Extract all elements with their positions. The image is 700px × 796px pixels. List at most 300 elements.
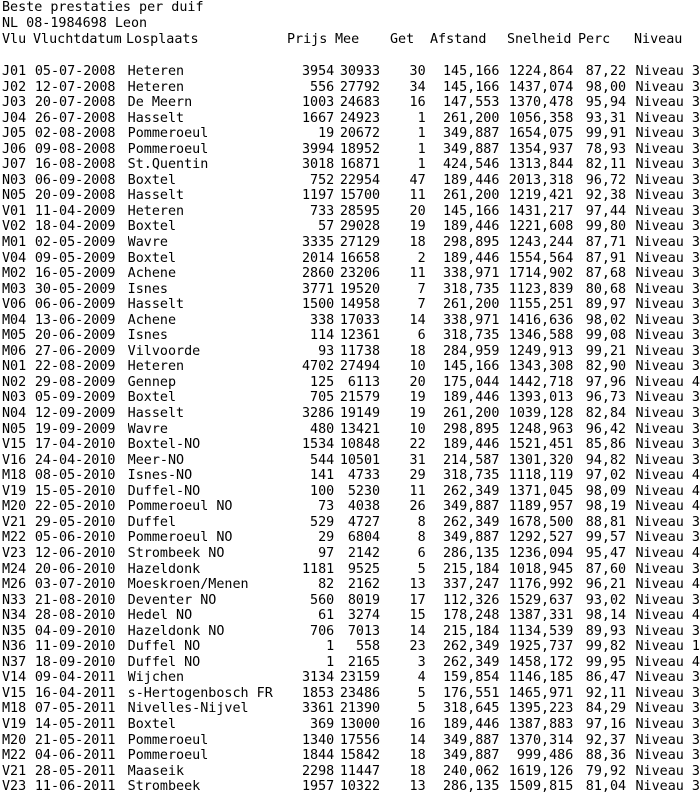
cell-afstand: 214,587: [442, 452, 500, 468]
cell-niveau: Niveau 3: [635, 312, 700, 328]
cell-afstand: 338,971: [442, 312, 500, 328]
cell-prijs: 19: [318, 126, 335, 142]
cell-get: 10: [409, 359, 426, 375]
cell-afstand: 189,446: [442, 390, 500, 406]
cell-vlucht-datum: 05-09-2009: [34, 390, 116, 406]
cell-snelheid: 1442,718: [508, 374, 574, 390]
cell-snelheid: 1416,636: [508, 312, 574, 328]
cell-niveau: Niveau 4: [635, 577, 700, 593]
cell-losplaats: Isnes-NO: [127, 468, 193, 484]
cell-get: 18: [409, 343, 426, 359]
cell-niveau: Niveau 3: [635, 297, 700, 313]
cell-vlucht-code: V02: [2, 219, 27, 235]
cell-snelheid: 1292,527: [508, 530, 574, 546]
cell-afstand: 189,446: [442, 219, 500, 235]
cell-vlucht-datum: 13-06-2009: [34, 312, 116, 328]
cell-mee: 13421: [339, 421, 381, 437]
cell-afstand: 286,135: [442, 545, 500, 561]
cell-perc: 93,02: [585, 592, 627, 608]
cell-vlucht-code: V21: [2, 514, 27, 530]
cell-vlucht-datum: 28-05-2011: [34, 763, 116, 779]
cell-prijs: 369: [310, 716, 335, 732]
cell-niveau: Niveau 4: [635, 499, 700, 515]
cell-prijs: 1853: [301, 685, 335, 701]
cell-afstand: 112,326: [442, 592, 500, 608]
cell-niveau: Niveau 3: [635, 748, 700, 764]
cell-losplaats: Pommeroeul: [127, 732, 209, 748]
cell-losplaats: Boxtel: [127, 219, 177, 235]
table-row: [0, 95, 700, 111]
cell-vlucht-code: V19: [2, 483, 27, 499]
cell-vlucht-datum: 29-08-2009: [34, 374, 116, 390]
cell-vlucht-code: V23: [2, 779, 27, 795]
cell-get: 2: [417, 250, 426, 266]
cell-vlucht-datum: 16-08-2008: [34, 157, 116, 173]
table-row: [0, 406, 700, 422]
table-row: [0, 468, 700, 484]
cell-perc: 99,21: [585, 343, 627, 359]
cell-vlucht-code: V23: [2, 545, 27, 561]
cell-prijs: 3134: [301, 670, 335, 686]
cell-afstand: 298,895: [442, 235, 500, 251]
cell-vlucht-datum: 16-04-2011: [34, 685, 116, 701]
cell-snelheid: 1654,075: [508, 126, 574, 142]
cell-afstand: 424,546: [442, 157, 500, 173]
cell-losplaats: Pommeroeul NO: [127, 530, 233, 546]
cell-mee: 14958: [339, 297, 381, 313]
cell-perc: 82,90: [585, 359, 627, 375]
cell-niveau: Niveau 3: [635, 126, 700, 142]
cell-vlucht-datum: 02-08-2008: [34, 126, 116, 142]
table-row: [0, 282, 700, 298]
cell-snelheid: 1619,126: [508, 763, 574, 779]
cell-vlucht-code: M26: [2, 577, 27, 593]
cell-afstand: 261,200: [442, 297, 500, 313]
cell-afstand: 284,959: [442, 343, 500, 359]
cell-perc: 84,29: [585, 701, 627, 717]
cell-vlucht-datum: 05-06-2010: [34, 530, 116, 546]
cell-prijs: 3018: [301, 157, 335, 173]
cell-get: 5: [417, 685, 426, 701]
cell-vlucht-code: M22: [2, 530, 27, 546]
cell-losplaats: Duffel: [127, 514, 177, 530]
cell-vlucht-datum: 12-07-2008: [34, 79, 116, 95]
cell-perc: 97,96: [585, 374, 627, 390]
cell-snelheid: 1343,308: [508, 359, 574, 375]
cell-losplaats: Isnes: [127, 328, 168, 344]
cell-niveau: Niveau 3: [635, 64, 700, 79]
cell-vlucht-code: V19: [2, 716, 27, 732]
cell-perc: 98,19: [585, 499, 627, 515]
cell-vlucht-datum: 11-04-2009: [34, 203, 116, 219]
cell-afstand: 240,062: [442, 763, 500, 779]
cell-niveau: Niveau 3: [635, 266, 700, 282]
table-row: [0, 593, 700, 609]
cell-losplaats: Boxtel: [127, 716, 177, 732]
cell-mee: 6113: [347, 374, 381, 390]
cell-vlucht-datum: 21-05-2011: [34, 732, 116, 748]
table-row: [0, 111, 700, 127]
cell-mee: 27494: [339, 359, 381, 375]
cell-perc: 78,93: [585, 141, 627, 157]
cell-mee: 6804: [347, 530, 381, 546]
cell-niveau: Niveau 3: [635, 623, 700, 639]
table-row: [0, 515, 700, 531]
cell-vlucht-datum: 02-05-2009: [34, 235, 116, 251]
cell-losplaats: Achene: [127, 312, 177, 328]
cell-snelheid: 1313,844: [508, 157, 574, 173]
cell-niveau: Niveau 3: [635, 732, 700, 748]
cell-niveau: Niveau 3: [635, 343, 700, 359]
cell-get: 18: [409, 235, 426, 251]
cell-mee: 23159: [339, 670, 381, 686]
cell-prijs: 2860: [301, 266, 335, 282]
cell-afstand: 337,247: [442, 577, 500, 593]
cell-niveau: Niveau 3: [635, 172, 700, 188]
cell-afstand: 261,200: [442, 110, 500, 126]
cell-vlucht-datum: 20-07-2008: [34, 95, 116, 111]
cell-perc: 97,44: [585, 203, 627, 219]
cell-snelheid: 999,486: [516, 748, 574, 764]
cell-losplaats: Hasselt: [127, 188, 185, 204]
cell-get: 18: [409, 748, 426, 764]
cell-mee: 27129: [339, 235, 381, 251]
cell-mee: 29028: [339, 219, 381, 235]
cell-perc: 89,97: [585, 297, 627, 313]
cell-vlucht-datum: 29-05-2010: [34, 514, 116, 530]
cell-vlucht-code: M01: [2, 235, 27, 251]
cell-losplaats: Pommeroeul: [127, 141, 209, 157]
cell-prijs: 97: [318, 545, 335, 561]
table-row: [0, 499, 700, 515]
cell-mee: 7013: [347, 623, 381, 639]
cell-snelheid: 1509,815: [508, 779, 574, 795]
cell-vlucht-code: N35: [2, 623, 27, 639]
cell-vlucht-datum: 22-05-2010: [34, 499, 116, 515]
cell-afstand: 318,735: [442, 281, 500, 297]
cell-vlucht-code: M20: [2, 499, 27, 515]
cell-prijs: 125: [310, 374, 335, 390]
cell-vlucht-code: J01: [2, 64, 27, 79]
cell-afstand: 189,446: [442, 172, 500, 188]
cell-vlucht-code: N01: [2, 359, 27, 375]
table-row: [0, 530, 700, 546]
cell-prijs: 1844: [301, 748, 335, 764]
cell-vlucht-datum: 24-04-2010: [34, 452, 116, 468]
cell-vlucht-datum: 06-06-2009: [34, 297, 116, 313]
col-header-niveau: Niveau: [634, 32, 683, 47]
table-row: [0, 359, 700, 375]
cell-losplaats: Deventer NO: [127, 592, 217, 608]
col-header-prijs: Prijs: [287, 32, 328, 47]
cell-snelheid: 1529,637: [508, 592, 574, 608]
cell-afstand: 145,166: [442, 79, 500, 95]
cell-vlucht-datum: 12-06-2010: [34, 545, 116, 561]
cell-afstand: 189,446: [442, 716, 500, 732]
table-row: [0, 344, 700, 360]
cell-prijs: 1181: [301, 561, 335, 577]
cell-mee: 19520: [339, 281, 381, 297]
cell-vlucht-datum: 04-09-2010: [34, 623, 116, 639]
cell-get: 7: [417, 281, 426, 297]
cell-get: 14: [409, 312, 426, 328]
cell-mee: 23486: [339, 685, 381, 701]
cell-vlucht-datum: 16-05-2009: [34, 266, 116, 282]
cell-perc: 98,09: [585, 483, 627, 499]
cell-snelheid: 1248,963: [508, 421, 574, 437]
cell-vlucht-code: N04: [2, 406, 27, 422]
cell-snelheid: 1370,478: [508, 95, 574, 111]
cell-niveau: Niveau 4: [635, 483, 700, 499]
cell-afstand: 178,248: [442, 608, 500, 624]
cell-prijs: 100: [310, 483, 335, 499]
cell-snelheid: 1925,737: [508, 639, 574, 655]
cell-mee: 28595: [339, 203, 381, 219]
table-row: [0, 297, 700, 313]
cell-losplaats: Pommeroeul NO: [127, 499, 233, 515]
cell-get: 16: [409, 95, 426, 111]
cell-perc: 88,81: [585, 514, 627, 530]
table-row: [0, 764, 700, 780]
cell-losplaats: Hasselt: [127, 110, 185, 126]
cell-vlucht-datum: 21-08-2010: [34, 592, 116, 608]
cell-prijs: 82: [318, 577, 335, 593]
cell-snelheid: 1249,913: [508, 343, 574, 359]
cell-niveau: Niveau 4: [635, 374, 700, 390]
table-row: [0, 188, 700, 204]
cell-prijs: 1003: [301, 95, 335, 111]
cell-niveau: Niveau 3: [635, 359, 700, 375]
cell-niveau: Niveau 3: [635, 530, 700, 546]
cell-niveau: Niveau 4: [635, 608, 700, 624]
table-row: [0, 608, 700, 624]
cell-snelheid: 1458,172: [508, 654, 574, 670]
cell-vlucht-datum: 03-07-2010: [34, 577, 116, 593]
cell-prijs: 93: [318, 343, 335, 359]
cell-vlucht-code: M06: [2, 343, 27, 359]
cell-mee: 17033: [339, 312, 381, 328]
cell-prijs: 3361: [301, 701, 335, 717]
cell-niveau: Niveau 3: [635, 219, 700, 235]
cell-vlucht-code: N02: [2, 374, 27, 390]
cell-prijs: 752: [310, 172, 335, 188]
cell-get: 15: [409, 608, 426, 624]
cell-vlucht-datum: 11-06-2011: [34, 779, 116, 795]
cell-vlucht-datum: 12-09-2009: [34, 406, 116, 422]
cell-get: 19: [409, 219, 426, 235]
cell-mee: 19149: [339, 406, 381, 422]
cell-prijs: 73: [318, 499, 335, 515]
table-row: [0, 437, 700, 453]
cell-vlucht-code: M18: [2, 701, 27, 717]
cell-losplaats: Boxtel: [127, 250, 177, 266]
cell-get: 14: [409, 732, 426, 748]
cell-perc: 94,82: [585, 452, 627, 468]
cell-losplaats: Nivelles-Nijvel: [127, 701, 249, 717]
cell-afstand: 261,200: [442, 188, 500, 204]
cell-perc: 87,71: [585, 235, 627, 251]
cell-mee: 10848: [339, 437, 381, 453]
cell-get: 14: [409, 623, 426, 639]
cell-mee: 4733: [347, 468, 381, 484]
cell-vlucht-datum: 26-07-2008: [34, 110, 116, 126]
cell-get: 1: [417, 126, 426, 142]
cell-mee: 558: [355, 639, 381, 655]
cell-vlucht-code: M03: [2, 281, 27, 297]
cell-mee: 16871: [339, 157, 381, 173]
results-body: [0, 64, 700, 795]
cell-mee: 5230: [347, 483, 381, 499]
cell-get: 5: [417, 561, 426, 577]
cell-afstand: 175,044: [442, 374, 500, 390]
cell-niveau: Niveau 3: [635, 390, 700, 406]
cell-get: 6: [417, 545, 426, 561]
cell-mee: 30933: [339, 64, 381, 79]
table-row: [0, 375, 700, 391]
cell-losplaats: Heteren: [127, 64, 185, 79]
cell-get: 3: [417, 654, 426, 670]
table-row: [0, 453, 700, 469]
cell-vlucht-code: V06: [2, 297, 27, 313]
cell-perc: 99,82: [585, 639, 627, 655]
cell-get: 11: [409, 188, 426, 204]
cell-mee: 4038: [347, 499, 381, 515]
cell-get: 29: [409, 468, 426, 484]
cell-perc: 97,02: [585, 468, 627, 484]
cell-vlucht-datum: 30-05-2009: [34, 281, 116, 297]
results-table: [0, 64, 700, 795]
cell-perc: 96,21: [585, 577, 627, 593]
cell-prijs: 560: [310, 592, 335, 608]
cell-get: 6: [417, 328, 426, 344]
cell-vlucht-datum: 19-09-2009: [34, 421, 116, 437]
cell-snelheid: 1176,992: [508, 577, 574, 593]
cell-vlucht-code: N03: [2, 172, 27, 188]
cell-vlucht-datum: 11-09-2010: [34, 639, 116, 655]
cell-perc: 99,95: [585, 654, 627, 670]
cell-prijs: 141: [310, 468, 335, 484]
cell-snelheid: 1301,320: [508, 452, 574, 468]
cell-mee: 23206: [339, 266, 381, 282]
cell-snelheid: 1437,074: [508, 79, 574, 95]
cell-prijs: 529: [310, 514, 335, 530]
cell-prijs: 1500: [301, 297, 335, 313]
cell-afstand: 147,553: [442, 95, 500, 111]
cell-prijs: 61: [318, 608, 335, 624]
cell-vlucht-code: N37: [2, 654, 27, 670]
table-row: [0, 266, 700, 282]
table-row: [0, 748, 700, 764]
cell-losplaats: Wavre: [127, 235, 168, 251]
cell-vlucht-code: M22: [2, 748, 27, 764]
table-row: [0, 390, 700, 406]
cell-get: 17: [409, 592, 426, 608]
cell-prijs: 733: [310, 203, 335, 219]
cell-vlucht-code: V15: [2, 685, 27, 701]
cell-get: 20: [409, 374, 426, 390]
cell-perc: 85,86: [585, 437, 627, 453]
cell-losplaats: Pommeroeul: [127, 126, 209, 142]
cell-get: 22: [409, 437, 426, 453]
cell-vlucht-code: V21: [2, 763, 27, 779]
table-row: [0, 142, 700, 158]
col-header-snelheid: Snelheid: [507, 32, 572, 47]
cell-mee: 16658: [339, 250, 381, 266]
cell-get: 7: [417, 297, 426, 313]
table-row: [0, 577, 700, 593]
cell-losplaats: Heteren: [127, 203, 185, 219]
cell-vlucht-datum: 14-05-2011: [34, 716, 116, 732]
table-row: [0, 779, 700, 795]
cell-vlucht-datum: 08-05-2010: [34, 468, 116, 484]
cell-mee: 20672: [339, 126, 381, 142]
cell-vlucht-code: M05: [2, 328, 27, 344]
cell-snelheid: 1354,937: [508, 141, 574, 157]
cell-prijs: 2014: [301, 250, 335, 266]
col-header-losplaats: Losplaats: [126, 32, 199, 47]
cell-mee: 15842: [339, 748, 381, 764]
cell-perc: 92,38: [585, 188, 627, 204]
cell-losplaats: Hazeldonk: [127, 561, 201, 577]
cell-niveau: Niveau 3: [635, 421, 700, 437]
cell-perc: 95,47: [585, 545, 627, 561]
cell-vlucht-datum: 09-04-2011: [34, 670, 116, 686]
table-row: [0, 484, 700, 500]
cell-snelheid: 1134,539: [508, 623, 574, 639]
table-row: [0, 733, 700, 749]
table-row: [0, 219, 700, 235]
cell-mee: 27792: [339, 79, 381, 95]
cell-perc: 81,04: [585, 779, 627, 795]
cell-prijs: 1340: [301, 732, 335, 748]
cell-mee: 17556: [339, 732, 381, 748]
cell-afstand: 286,135: [442, 779, 500, 795]
cell-vlucht-code: M18: [2, 468, 27, 484]
cell-mee: 10322: [339, 779, 381, 795]
table-row: [0, 251, 700, 267]
cell-mee: 15700: [339, 188, 381, 204]
cell-perc: 87,60: [585, 561, 627, 577]
cell-snelheid: 1146,185: [508, 670, 574, 686]
cell-perc: 99,91: [585, 126, 627, 142]
cell-afstand: 318,735: [442, 328, 500, 344]
cell-get: 5: [417, 701, 426, 717]
cell-vlucht-datum: 09-05-2009: [34, 250, 116, 266]
table-row: [0, 235, 700, 251]
table-row: [0, 126, 700, 142]
cell-perc: 93,31: [585, 110, 627, 126]
cell-afstand: 298,895: [442, 421, 500, 437]
col-header-afstand: Afstand: [430, 32, 487, 47]
cell-snelheid: 1346,588: [508, 328, 574, 344]
cell-vlucht-datum: 18-04-2009: [34, 219, 116, 235]
cell-mee: 22954: [339, 172, 381, 188]
cell-losplaats: Duffel-NO: [127, 483, 201, 499]
cell-get: 11: [409, 266, 426, 282]
cell-perc: 87,91: [585, 250, 627, 266]
cell-mee: 24923: [339, 110, 381, 126]
cell-prijs: 29: [318, 530, 335, 546]
cell-losplaats: Pommeroeul: [127, 748, 209, 764]
cell-vlucht-datum: 07-05-2011: [34, 701, 116, 717]
cell-vlucht-datum: 15-05-2010: [34, 483, 116, 499]
cell-niveau: Niveau 3: [635, 716, 700, 732]
cell-get: 18: [409, 763, 426, 779]
cell-prijs: 556: [310, 79, 335, 95]
cell-niveau: Niveau 3: [635, 188, 700, 204]
cell-losplaats: Hasselt: [127, 406, 185, 422]
cell-afstand: 145,166: [442, 359, 500, 375]
